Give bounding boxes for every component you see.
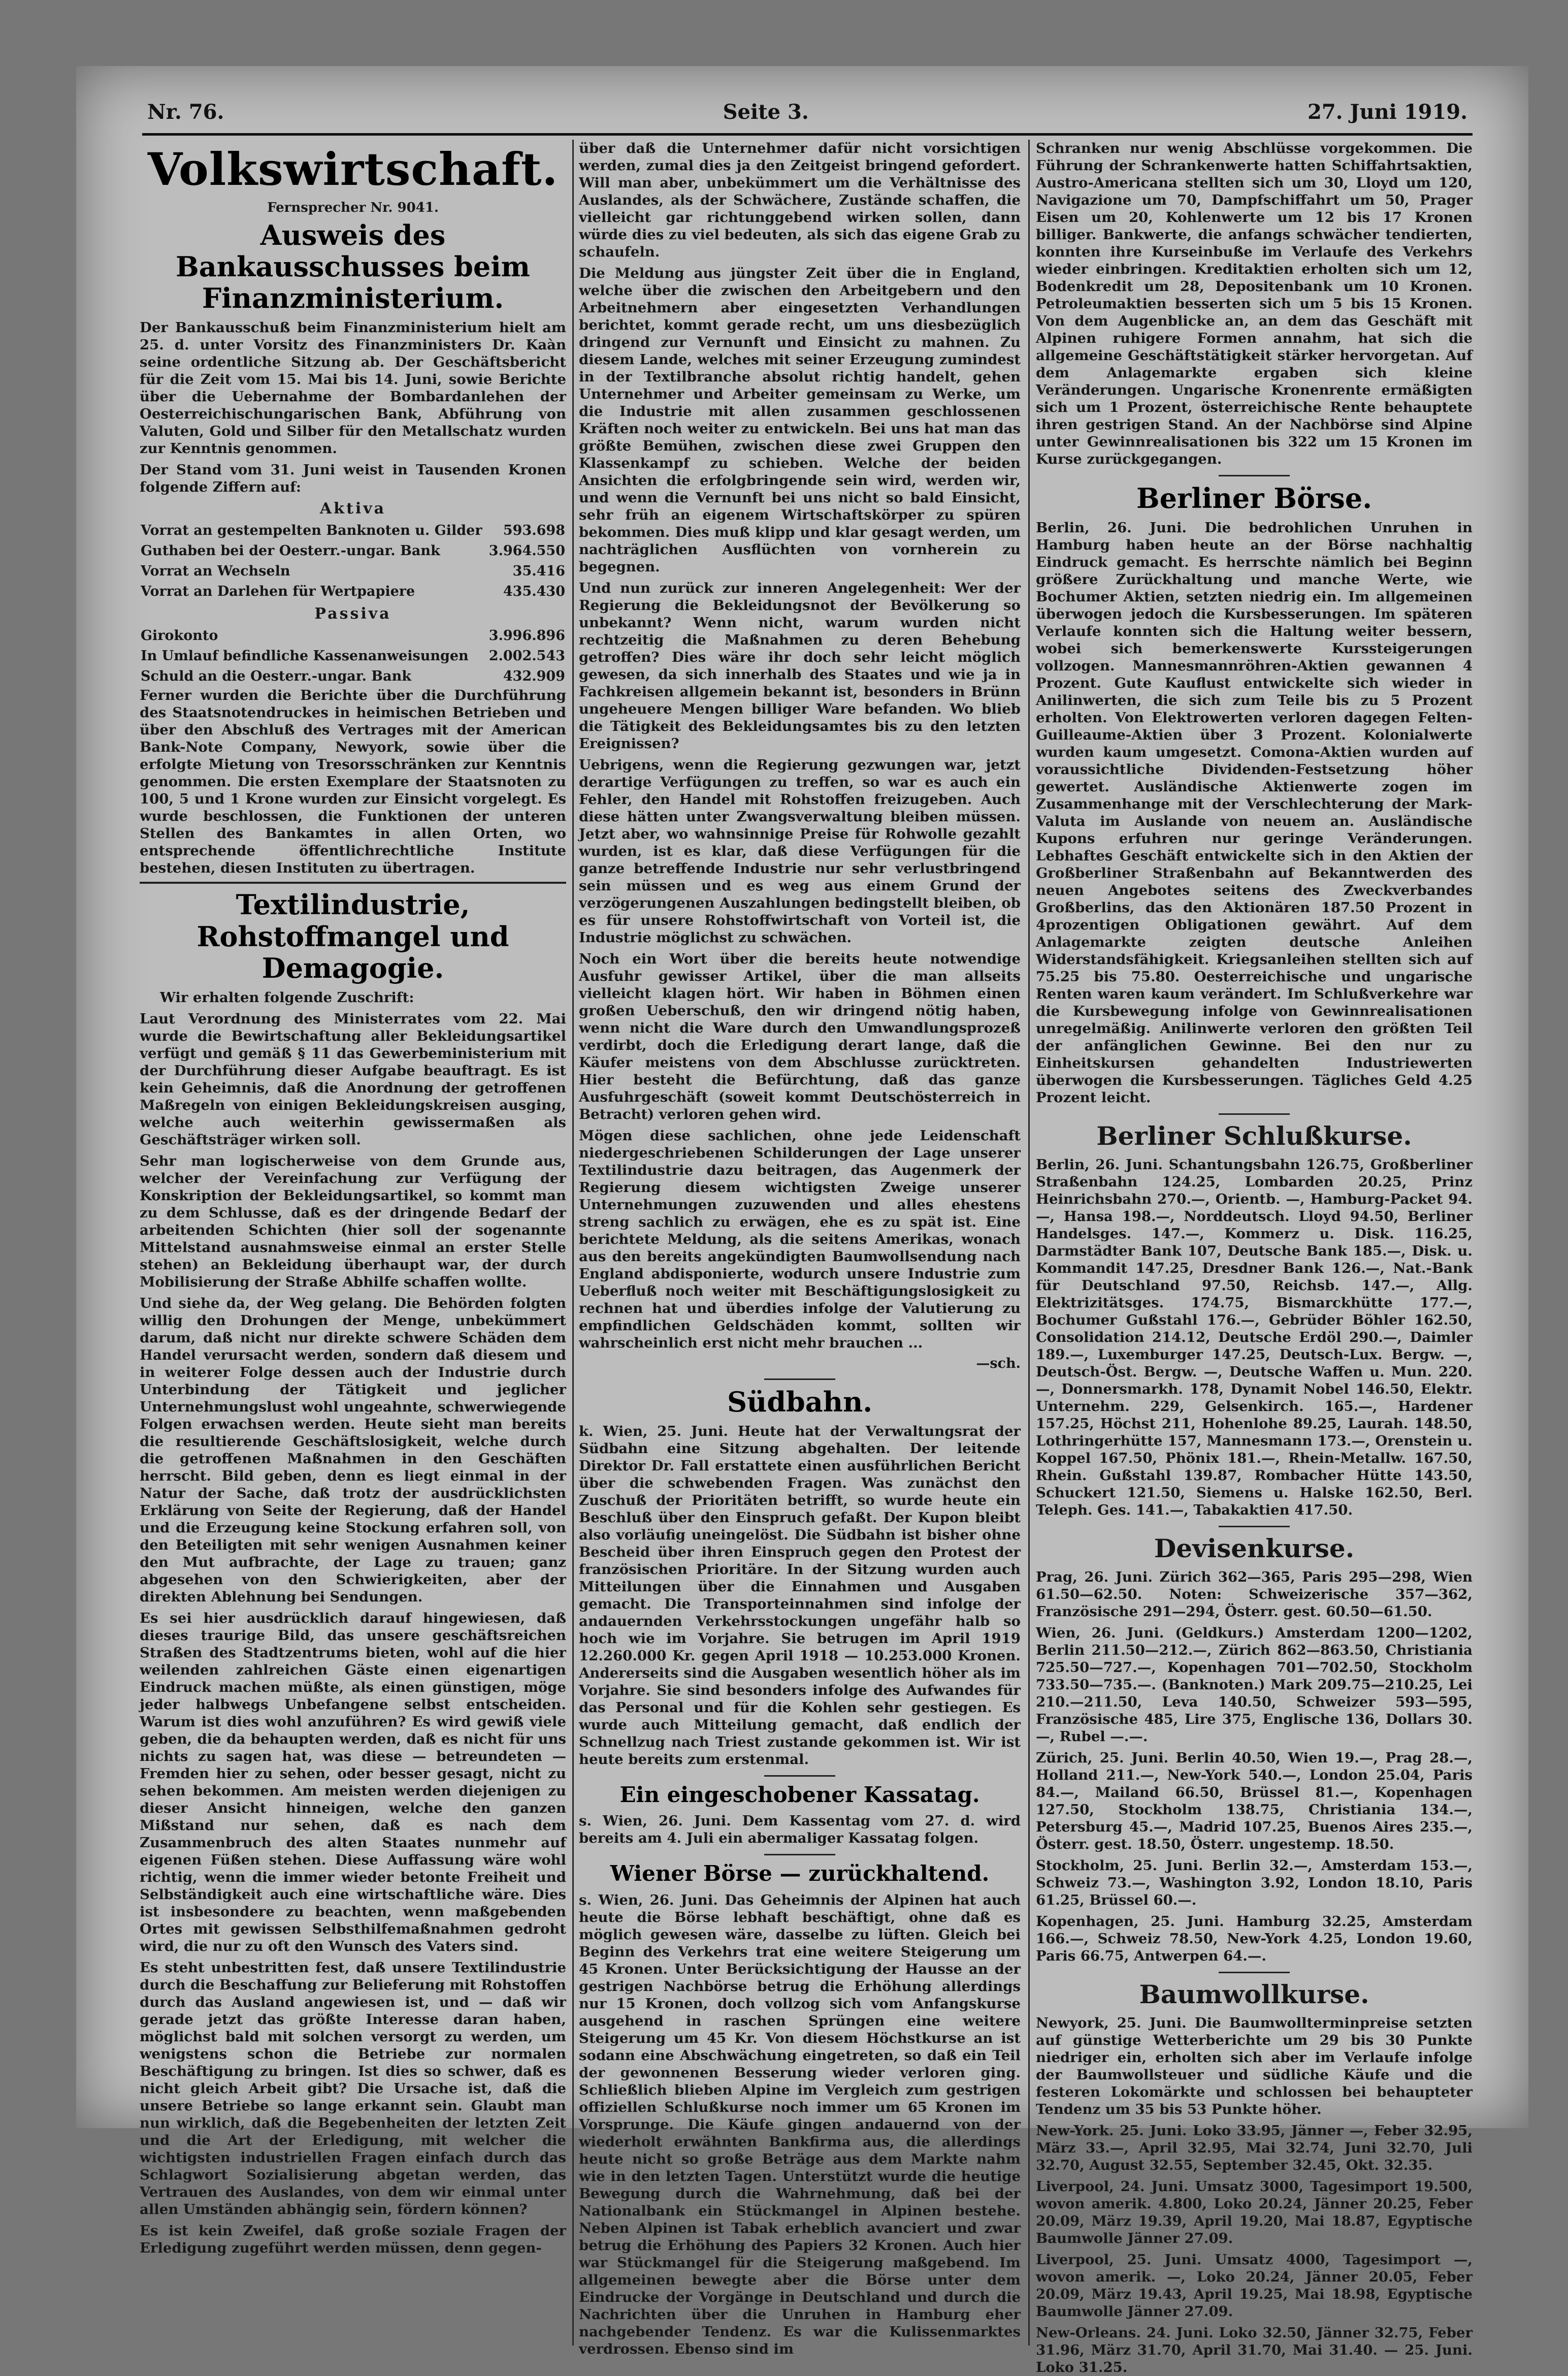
account-value: 3.996.896 [488,628,565,644]
section-rule [764,1854,835,1855]
article-paragraph: Schranken nur wenig Abschlüsse vorgekommen. Die Führung der Schrankenwerte hatten Schiffahrtsaktien, Austro-Americana stellten sich um 30, Lloyd um 120, Navigazione um 70, Dampfschiffahrt um 50, Prager Eisen um 20, Kohlenwerte um 12 bis 17 Kronen billiger. Bankwerte, die anfangs schwächer tendierten, konnten ihre Kurseinbuße im Verlaufe des Verkehrs wieder einbringen. Kreditaktien erholten sich um 12, Bodenkredit um 28, Depositenbank um 10 Kronen. Petroleumaktien besserten sich um 5 bis 15 Kronen. Von dem Augenblicke an, an dem das Geschäft mit Alpinen ruhigere Formen annahm, hat sich die allgemeine Geschäftstätigkeit stärker hervorgetan. Auf dem Anlagemarkte ergaben sich kleine Veränderungen. Ungarische Kronenrente ermäßigten sich um 1 Prozent, österreichische Rente behauptete ihren gestrigen Stand. An der Nachbörse sind Alpine unter Gewinnrealisationen bis 322 um 15 Kronen im Kurse zurückgegangen. [1036,140,1473,467]
article-paragraph: Newyork, 25. Juni. Die Baumwollterminpreise setzten auf günstige Wetterberichte um 29 bis 30 Punkte niedriger ein, erholten sich aber im Verlaufe infolge der Baumwollsteuer und südliche Käufe und die festeren Lokomärkte und schlossen bei behaupteter Tendenz um 35 bis 53 Punkte höher. [1036,2015,1473,2118]
article-paragraph: Und siehe da, der Weg gelang. Die Behörden folgten willig den Drohungen der Menge, unbekümmert darum, daß nicht nur direkte schwere Schäden dem Handel verursacht werden, sondern daß diesem und in weiterer Folge dessen auch der Industrie durch Unterbindung der Tätigkeit und jeglicher Unternehmungslust wohl ungeahnte, schwerwiegende Folgen erwachsen werden. Heute sieht man bereits die resultierende Geschäftslosigkeit, welche durch die getroffenen Maßnahmen in den Geschäften herrscht. Bild geben, denn es liegt einmal in der Natur der Sache, daß trotz der ausdrücklichsten Erklärung von Seite der Regierung, daß der Handel und die Erzeugung keine Stockung erfahren soll, von den Beteiligten mit sehr wenigen Ausnahmen keiner den Mut aufbrachte, der Lage zu trauen; ganz abgesehen von den Schwierigkeiten, aber der direkten Ablehnung bei Sendungen. [140,1295,566,1605]
section-rule [1219,1972,1290,1973]
column-1 [140,140,566,2343]
account-value: 3.964.550 [488,543,565,559]
account-row [140,582,566,602]
currency-quotes: Zürich, 25. Juni. Berlin 40.50, Wien 19.—, Prag 28.—, Holland 211.—, New-York 540.—, London 25.04, Paris 84.—, Mailand 66.50, Brüssel 81.—, Kopenhagen 127.50, Stockholm 138.75, Christiania 134.—, Petersburg 45.—, Madrid 107.25, Buenos Aires 235.—, Österr. gest. 18.50, Österr. ungestemp. 18.50. [1036,1750,1473,1853]
account-row [140,561,566,582]
article-paragraph: Noch ein Wort über die bereits heute notwendige Ausfuhr gewisser Artikel, über die man allseits vielleicht klagen hört. Wir haben in Böhmen einen großen Ueberschuß, den wir dringend nötig haben, wenn nicht die Ware durch den Umwandlungsprozeß verdirbt, doch die Erledigung derart lange, daß die Käufer meistens von dem Abschlusse zurücktreten. Hier besteht die Befürchtung, daß das ganze Ausfuhrgeschäft (soweit kommt Deutschösterreich in Betracht) verloren gehen wird. [579,951,1021,1122]
account-row [140,626,566,646]
article-paragraph: Uebrigens, wenn die Regierung gezwungen war, jetzt derartige Verfügungen zu treffen, so war es auch ein Fehler, den Handel mit Rohstoffen freizugeben. Auch diese hätten unter Zwangsverwaltung bleiben müssen. Jetzt aber, wo wahnsinnige Preise für Rohwolle gezahlt wurden, ist es klar, daß diese Verfügungen für die ganze betreffende Industrie nur sehr verlustbringend sein müssen und es weg aus einem Grund der verzögerungenen Auszahlungen bedingstellt bleiben, ob es für unsere Rohstoffwirtschaft von Vorteil ist, die Industrie möglichst zu schwächen. [579,757,1021,946]
account-label: Vorrat an Darlehen für Wertpapiere [141,584,415,600]
account-label: Girokonto [141,628,218,644]
column-3 [1036,140,1473,2376]
account-row [140,646,566,666]
issue-date: 27. Juni 1919. [1308,100,1467,124]
article-paragraph: über daß die Unternehmer dafür nicht vorsichtigen werden, zumal dies ja den Zeitgeist bringend gefordert. Will man aber, unbekümmert um die Verhältnisse des Auslandes, als der Schwächere, Zustände schaffen, die vielleicht gar richtunggebend wirken sollen, dann würde dies zu viel bedeuten, als sich das eigene Grab zu schaufeln. [579,140,1021,260]
section-rule [764,1378,835,1380]
cotton-quotes: New-York. 25. Juni. Loko 33.95, Jänner —, Feber 32.95, März 33.—, April 32.95, Mai 32.74, Juni 32.70, Juli 32.70, August 32.55, September 32.45, Okt. 32.35. [1036,2123,1473,2174]
section-rule [1219,1526,1290,1527]
article-paragraph: Der Bankausschuß beim Finanzministerium hielt am 25. d. unter Vorsitz des Finanzministers Dr. Kaàn seine ordentliche Sitzung ab. Der Geschäftsbericht für die Zeit vom 15. Mai bis 14. Juni, sowie Berichte über die Uebernahme der Bombardanlehen der Oesterreichischungarischen Bank, Abführung von Valuten, Gold und Silber für den Metallschatz wurden zur Kenntnis genommen. [140,319,566,457]
phone-number: Fernsprecher Nr. 9041. [267,200,439,216]
article-paragraph: Es steht unbestritten fest, daß unsere Textilindustrie durch die Beschaffung zur Belieferung mit Rohstoffen durch das Ausland angewiesen ist, und — daß wir gerade jetzt das größte Interesse daran haben, möglichst bald mit solchen versorgt zu werden, um wenigstens schon die Betriebe zur normalen Beschäftigung zu bringen. Ist dies so schwer, daß es nicht gleich Arbeit gibt? Die Ursache ist, daß die unsere Betriebe so lange erkannt sein. Glaubt man nun wirklich, daß die Begebenheiten der letzten Zeit und die Art der Erledigung, mit welcher die wichtigsten industriellen Fragen einfach durch das Schlagwort Sozialisierung abgetan werden, das Vertrauen des Auslandes, von dem wir einmal unter allen Umständen abhängig sein, fördern können? [140,1959,566,2218]
section-title: Volkswirtschaft. [147,143,559,196]
article-paragraph: Der Stand vom 31. Juni weist in Tausenden Kronen folgende Ziffern auf: [140,462,566,496]
author-signature: —sch. [976,1356,1021,1371]
aktiva-heading: Aktiva [319,500,386,518]
article-paragraph: Berlin, 26. Juni. Die bedrohlichen Unruhen in Hamburg haben heute an der Börse nachhaltig Eindruck gemacht. Es herrschte nämlich bei Beginn größere Zurückhaltung und manche Werte, wie Bochumer Aktien, setzten niedrig ein. Im allgemeinen überwogen jedoch die Kursbesserungen. Im späteren Verlaufe konnten sich die Haltung weiter bessern, wobei sich bemerkenswerte Kurssteigerungen vollzogen. Mannesmannröhren-Aktien gewannen 4 Prozent. Gute Kauflust entwickelte sich wieder in Anilinwerten, die sich zum Teile bis zu 5 Prozent erholten. Von Elektrowerten verloren dagegen Felten-Guilleaume-Aktien über 3 Prozent. Kolonialwerte wurden kaum umgesetzt. Comona-Aktien wurden auf voraussichtliche Dividenden-Festsetzung höher gewertet. Ausländische Aktienwerte zogen im Zusammenhange mit der Verschlechterung der Mark-Valuta im Auslande von neuem an. Ausländische Kupons erfuhren nur geringe Veränderungen. Lebhaftes Geschäft entwickelte sich in den Aktien der Großberliner Straßenbahn auf Bekanntwerden des neuen Angebotes seitens des Zweckverbandes Großberlins, das den Aktionären 187.50 Prozent in 4prozentigen Obligationen gewährt. Auf dem Anlagemarkte zeigten deutsche Anleihen Widerstandsfähigkeit. Kriegsanleihen stellten sich auf 75.25 bis 75.80. Oesterreichische und ungarische Renten waren kaum verändert. Im Schlußverkehre war die Kursbewegung infolge von Gewinnrealisationen unregelmäßig. Anilinwerte verloren den größten Teil der anfänglichen Gewinne. Bei den nur zu Einheitskursen gehandelten Industriewerten überwogen die Kursbesserungen. Tägliches Geld 4.25 Prozent leicht. [1036,520,1473,1106]
currency-quotes: Wien, 26. Juni. (Geldkurs.) Amsterdam 1200—1202, Berlin 211.50—212.—, Zürich 862—863.50, Christiania 725.50—727.—, Kopenhagen 701—702.50, Stockholm 733.50—735.—. (Banknoten.) Mark 209.75—210.25, Lei 210.—211.50, Leva 140.50, Schweizer 593—595, Französische 485, Lire 375, Englische 136, Dollars 30.—, Rubel —.—. [1036,1625,1473,1745]
account-value: 435.430 [503,584,565,600]
page-number: Seite 3. [723,100,809,124]
account-value: 35.416 [512,563,565,580]
article-paragraph: s. Wien, 26. Juni. Das Geheimnis der Alpinen hat auch heute die Börse lebhaft beschäftigt, ohne daß es möglich gewesen wäre, dasselbe zu lüften. Gleich bei Beginn des Verkehrs trat eine weitere Steigerung um 45 Kronen. Unter Berücksichtigung der Hausse an der gestrigen Nachbörse betrug die Erhöhung allerdings nur 15 Kronen, doch vollzog sich vom Anfangskurse ausgehend in raschen Sprüngen eine weitere Steigerung um 45 Kr. Von diesem Höchstkurse an ist sodann eine Abschwächung eingetreten, so daß ein Teil der gewonnenen Besserung wieder verloren ging. Schließlich blieben Alpine im Vergleich zum gestrigen offiziellen Schlußkurse noch immer um 65 Kronen im Vorsprunge. Die Käufe gingen andauernd von der wiederholt erwähnten Bankfirma aus, die allerdings heute nicht so große Beträge aus dem Markte nahm wie in den letzten Tagen. Unterstützt wurde die heutige Bewegung durch die Wahrnehmung, daß bei der Nationalbank ein Stückmangel in Alpinen bestehe. Neben Alpinen ist Tabak erheblich avanciert und zwar betrug die Erhöhung des Papiers 32 Kronen. Auch hier war Stückmangel für die Steigerung maßgebend. Im allgemeinen bewegte aber die Börse unter dem Eindrucke der Vorgänge in Deutschland und durch die Nachrichten über die Unruhen in Hamburg eher nachgebender Tendenz. Es war die Kulissenmarktes verdrossen. Ebenso sind im [579,1891,1021,2357]
article-paragraph: Ferner wurden die Berichte über die Durchführung des Staatsnotendruckes in heimischen Betrieben und über den Abschluß des Vertrages mit der American Bank-Note Company, Newyork, sowie über die erfolgte Mietung von Tresorsschränken zur Kenntnis genommen. Die ersten Exemplare der Staatsnoten zu 100, 5 und 1 Krone wurden zur Einsicht vorgelegt. Es wurde beschlossen, die Funktionen der unteren Stellen des Bankamtes in allen Orten, wo entsprechende öffentlichrechtliche Institute bestehen, diesen Instituten zu übertragen. [140,687,566,877]
article-title: Berliner Schlußkurse. [1096,1121,1412,1151]
article-paragraph: Und nun zurück zur inneren Angelegenheit: Wer der Regierung die Bekleidungsnot der Bevölkerung so unbekannt? Wenn nicht, warum wurden nicht rechtzeitig die Maßnahmen zu deren Behebung getroffen? Dies wäre ihr doch sehr leicht möglich gewesen, da sich innerhalb des Staates und wie ja in Fachkreisen allgemein bekannt ist, besonders in Brünn ungeheuere Mengen billiger Ware befanden. Wo blieb die Tätigkeit des Bekleidungsamtes bis zu den letzten Ereignissen? [579,580,1021,752]
account-row [140,541,566,561]
article-paragraph: Sehr man logischerweise von dem Grunde aus, welcher der Vereinfachung zur Verfügung der Konskription der Bekleidungsartikel, so kommt man zu dem Schlusse, daß es der dringende Bedarf der arbeitenden Schichten (hier soll der sogenannte Mittelstand ausnahmsweise einmal an erster Stelle stehen) an Bekleidung überhaupt war, der durch Mobilisierung der Straße Abhilfe schaffen wollte. [140,1152,566,1290]
currency-quotes: Kopenhagen, 25. Juni. Hamburg 32.25, Amsterdam 166.—, Schweiz 78.50, New-York 4.25, London 19.60, Paris 66.75, Antwerpen 64.—. [1036,1913,1473,1965]
aktiva-table [140,521,566,602]
account-value: 432.909 [503,668,565,685]
account-label: In Umlauf befindliche Kassenanweisungen [141,648,469,664]
section-rule [764,1775,835,1777]
account-value: 593.698 [503,523,565,539]
account-row [140,666,566,687]
article-title: Südbahn. [727,1386,873,1418]
article-paragraph: s. Wien, 26. Juni. Dem Kassentag vom 27. d. wird bereits am 4. Juli ein abermaliger Kassatag folgen. [579,1813,1021,1847]
article-title: Berliner Börse. [1136,482,1372,515]
account-row [140,521,566,541]
cotton-quotes: New-Orleans. 24. Juni. Loko 32.50, Jänner 32.75, Feber 31.96, März 31.70, April 31.70, Mai 31.40. — 25. Juni. Loko 31.25. [1036,2325,1473,2376]
article-paragraph: k. Wien, 25. Juni. Heute hat der Verwaltungsrat der Südbahn eine Sitzung abgehalten. Der leitende Direktor Dr. Fall erstattete einen ausführlichen Bericht über die schwebenden Fragen. Was zunächst den Zuschuß der Prioritäten betrifft, so wurde heute ein Beschluß über den Einspruch gefaßt. Der Kupon bleibt also vorläufig uneingelöst. Die Südbahn ist bisher ohne Bescheid über ihren Einspruch gegen den Protest der französischen Prioritäre. In der Sitzung wurden auch Mitteilungen über die Einnahmen und Ausgaben gemacht. Die Transporteinnahmen sind infolge der andauernden Verkehrsstockungen ungefähr halb so hoch wie im Vorjahre. Sie betrugen im April 1919 12.260.000 Kr. gegen April 1918 — 10.253.000 Kronen. Andererseits sind die Ausgaben wesentlich höher als im Vorjahre. Sie sind besonders infolge des Aufwandes für das Personal und für die Kohlen sehr gestiegen. Es wurde auch Mitteilung gemacht, daß endlich der Schnellzug nach Triest zustande gekommen ist. Wir ist heute bereits zum erstenmal. [579,1423,1021,1768]
article-paragraph: Laut Verordnung des Ministerrates vom 22. Mai wurde die Bewirtschaftung aller Bekleidungsartikel verfügt und gemäß § 11 das Gewerbeministerium mit der Durchführung dieser Aufgabe beauftragt. Es ist kein Geheimnis, daß die Anordnung der getroffenen Maßregeln von einigen Bekleidungskreisen ausging, welche auch weiterhin gewissermaßen als Geschäftsträger wirken soll. [140,1010,566,1148]
passiva-table [140,626,566,687]
article-paragraph: Die Meldung aus jüngster Zeit über die in England, welche über die zwischen den Arbeitgebern und den Arbeitnehmern aber eingesetzten Verhandlungen berichtet, kommt gerade recht, um uns diesbezüglich dringend zur Vernunft und Einsicht zu mahnen. Zu diesem Lande, welches mit seiner Erzeugung zumindest in der Textilbranche absolut richtig handelt, gehen Unternehmer und Arbeiter gemeinsam zu Werke, um die Industrie mit allen zusammen geschlossenen Kräften noch weiter zu entwickeln. Bei uns hat man das größte Bemühen, zwischen diese zwei Gruppen den Klassenkampf zu schieben. Welche der beiden Ansichten die erfolgbringende sein wird, werden wir, und wenn die Vernunft bei uns nicht so bald Einsicht, sehr früh an eigenem Wirtschaftskörper zu spüren bekommen. Dies muß klipp und klar gesagt werden, um nachträglichen Ausflüchten von vornherein zu begegnen. [579,265,1021,575]
article-title: Devisenkurse. [1154,1533,1355,1564]
article-intro: Wir erhalten folgende Zuschrift: [160,989,414,1006]
passiva-heading: Passiva [314,605,391,623]
article-title: Baumwollkurse. [1139,1979,1369,2010]
account-label: Vorrat an Wechseln [141,563,290,580]
cotton-quotes: Liverpool, 24. Juni. Umsatz 3000, Tagesimport 19.500, wovon amerik. 4.800, Loko 20.24, Jänner 20.25, Feber 20.09, März 19.39, April 19.20, Mai 18.87, Egyptische Baumwolle Jänner 27.09. [1036,2178,1473,2247]
account-label: Guthaben bei der Oesterr.-ungar. Bank [141,543,440,559]
article-paragraph: Mögen diese sachlichen, ohne jede Leidenschaft niedergeschriebenen Schilderungen der Lage unserer Textilindustrie dazu beitragen, das Augenmerk der Regierung diesem wichtigsten Zweige unserer Unternehmungen zuzuwenden und alles ehestens streng sachlich zu erwägen, ehe es zu spät ist. Eine berichtete Meldung, als die seitens Amerikas, wonach aus den bereits angekündigten Baumwollsendung nach England abdisponierte, wodurch unsere Industrie zum Ueberfluß noch weiter mit Beschäftigungslosigkeit zu rechnen hat und überdies infolge der Valutierung zu empfindlichen Geldschäden kommt, sollten wir wahrscheinlich erst nicht mehr brauchen ... [579,1128,1021,1351]
currency-quotes: Stockholm, 25. Juni. Berlin 32.—, Amsterdam 153.—, Schweiz 73.—, Washington 3.92, London 18.10, Paris 61.25, Brüssel 60.—. [1036,1857,1473,1909]
column-divider [1028,140,1030,2346]
article-paragraph: Es sei hier ausdrücklich darauf hingewiesen, daß dieses traurige Bild, das unsere geschäftsreichen Straßen des Stadtzentrums bieten, wohl auf die hier weilenden zahlreichen Gäste einen eigenartigen Eindruck machen müßte, als einen günstigen, möge jeder halbwegs Unbefangene selbst entscheiden. Warum ist dies wohl anzuführen? Es wird gewiß viele geben, die da behaupten werden, daß es nicht für uns nichts zu sagen hat, was diese — betreundeten — Fremden hier zu sehen, oder besser gesagt, nicht zu sehen bekommen. Am meisten werden diejenigen zu dieser Ansicht hinneigen, welche den ganzen Mißstand nur sehen, daß es nach dem Zusammenbruch des alten Staates nunmehr auf eigenen Füßen stehen. Diese Auffassung wäre wohl richtig, wenn die immer wieder betonte Freiheit und Selbständigkeit auch eine wirtschaftliche wäre. Dies ist insbesondere zu beachten, wenn maßgebenden Ortes mit gewissen Selbsthilfemaßnahmen gedroht wird, die nur zu oft den Wunsch des Vaters sind. [140,1610,566,1954]
column-2 [579,140,1021,2357]
section-rule [140,882,566,884]
header-rule [142,133,1473,136]
article-title: Wiener Börse — zurückhaltend. [610,1861,990,1886]
article-title: Ausweis des Bankausschusses beim Finanzministerium. [176,219,530,315]
section-rule [1219,475,1290,476]
section-rule [1219,1113,1290,1115]
column-divider [572,140,574,2346]
article-title: Textilindustrie, Rohstoffmangel und Demagogie. [197,888,509,984]
page-header [147,94,1467,130]
cotton-quotes: Liverpool, 25. Juni. Umsatz 4000, Tagesimport —, wovon amerik. —, Loko 20.24, Jänner 20.05, Feber 20.09, März 19.43, April 19.25, Mai 18.98, Egyptische Baumwolle Jänner 27.09. [1036,2252,1473,2320]
account-label: Vorrat an gestempelten Banknoten u. Gilder [141,523,482,539]
account-value: 2.002.543 [488,648,565,664]
article-title: Ein eingeschobener Kassatag. [619,1782,980,1808]
currency-quotes: Prag, 26. Juni. Zürich 362—365, Paris 295—298, Wien 61.50—62.50. Noten: Schweizerische 357—362, Französische 291—294, Österr. gest. 60.50—61.50. [1036,1569,1473,1620]
stock-quotes: Berlin, 26. Juni. Schantungsbahn 126.75, Großberliner Straßenbahn 124.25, Lombarden 20.25, Prinz Heinrichsbahn 270.—, Orientb. —, Hamburg-Packet 94.—, Hansa 198.—, Norddeutsch. Lloyd 94.50, Berliner Handelsges. 147.—, Kommerz u. Disk. 116.25, Darmstädter Bank 107, Deutsche Bank 185.—, Disk. u. Kommandit 147.25, Dresdner Bank 126.—, Nat.-Bank für Deutschland 97.50, Reichsb. 147.—, Allg. Elektrizitätsges. 174.75, Bismarckhütte 177.—, Bochumer Gußstahl 176.—, Gebrüder Böhler 162.50, Consolidation 214.12, Deutsche Erdöl 290.—, Daimler 189.—, Luxemburger 147.25, Deutsch-Lux. Bergw. —, Deutsch-Öst. Bergw. —, Deutsche Waffen u. Mun. 220.—, Donnersmarkh. 178, Dynamit Nobel 146.50, Elektr. Unternehm. 229, Gelsenkirch. 165.—, Hardener 157.25, Höchst 211, Hohenlohe 89.25, Laurah. 148.50, Lothringerhütte 157, Mannesmann 173.—, Orenstein u. Koppel 167.50, Phönix 181.—, Rhein-Metallw. 167.50, Rhein. Gußstahl 139.87, Rombacher Hütte 143.50, Schuckert 121.50, Siemens u. Halske 162.50, Berl. Teleph. Ges. 141.—, Tabakaktien 417.50. [1036,1157,1473,1519]
article-paragraph: Es ist kein Zweifel, daß große soziale Fragen der Erledigung zugeführt werden müssen, denn gegen- [140,2222,566,2256]
account-label: Schuld an die Oesterr.-ungar. Bank [141,668,411,685]
issue-number: Nr. 76. [147,100,224,124]
